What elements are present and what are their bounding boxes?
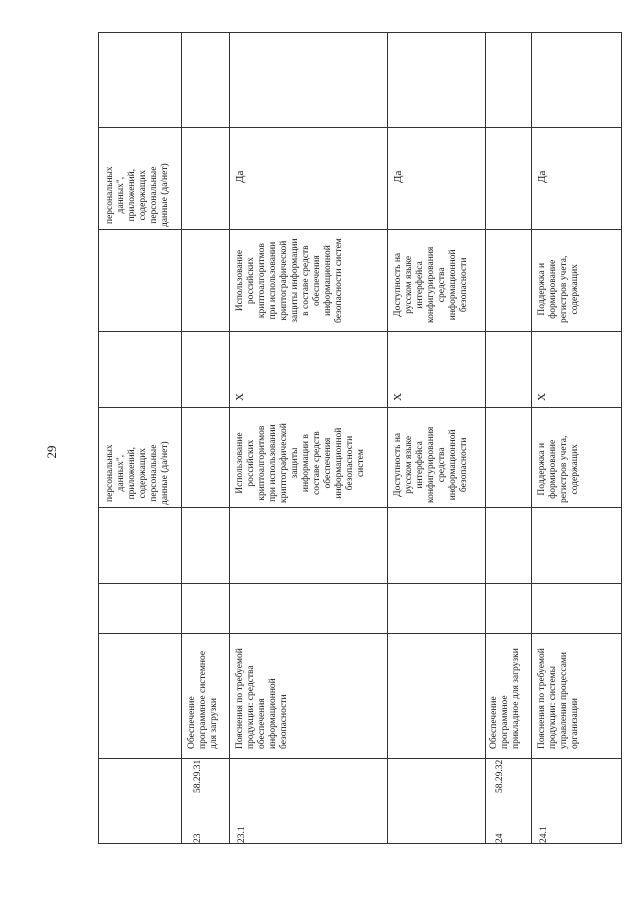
column-divider: [99, 127, 621, 128]
row-id: 24.1: [539, 826, 549, 843]
column-divider: [99, 758, 621, 759]
row-divider: [485, 33, 486, 843]
row-divider: [229, 33, 230, 843]
row-mark: Х: [392, 393, 404, 401]
row-code: 58.29.32: [495, 759, 505, 793]
row-char-b: Доступность на русском языке интерфейса конфигурирования средства информационной безопасности: [393, 246, 469, 323]
column-divider: [99, 229, 621, 230]
row-name: Обеспечение программное прикладное для загрузки: [489, 648, 521, 749]
row-char-a: Использование российских криптоалгоритмов при использовании криптографической защиты информации в составе средств обеспечения информационной безопасности систем: [235, 423, 366, 503]
row-char-b: Поддержка и формирование регистров учета, содержащих: [537, 255, 580, 323]
row-answer: Да: [536, 170, 548, 183]
row-id: 23.1: [237, 826, 247, 843]
row-mark: Х: [536, 393, 548, 401]
column-divider: [99, 583, 621, 584]
header-char-b: персональных данных", приложений, содержащих персональные данные (да/нет): [105, 441, 170, 505]
row-name: Обеспечение программное системное для загрузки: [187, 650, 219, 749]
row-code: 58.29.31: [193, 759, 203, 793]
page-number: 29: [44, 445, 59, 459]
column-divider: [99, 331, 621, 332]
row-mark: Х: [234, 393, 246, 401]
rotated-table: [98, 32, 622, 844]
row-char-a: Поддержка и формирование регистров учета, содержащих: [537, 435, 580, 503]
column-divider: [99, 633, 621, 634]
row-char-a: Доступность на русском языке интерфейса конфигурирования средства информационной безопасности: [393, 426, 469, 503]
row-name: Пояснения по требуемой продукции: системы управления процессами организации: [537, 648, 580, 749]
column-divider: [99, 407, 621, 408]
column-divider: [99, 507, 621, 508]
header-char-a: персональных данных", приложений, содержащих персональные данные (да/нет): [105, 163, 170, 227]
row-id: 23: [193, 833, 203, 843]
row-answer: Да: [392, 170, 404, 183]
row-divider: [531, 33, 532, 843]
row-divider: [387, 33, 388, 843]
row-answer: Да: [234, 170, 246, 183]
row-divider: [181, 33, 182, 843]
row-id: 24: [495, 833, 505, 843]
row-name: Пояснения по требуемой продукции: средства обеспечения информационной безопасности: [235, 648, 289, 749]
row-char-b: Использование российских криптоалгоритмов при использовании криптографической защиты информации в составе средств обеспечения информационной безопасности систем: [235, 238, 344, 323]
